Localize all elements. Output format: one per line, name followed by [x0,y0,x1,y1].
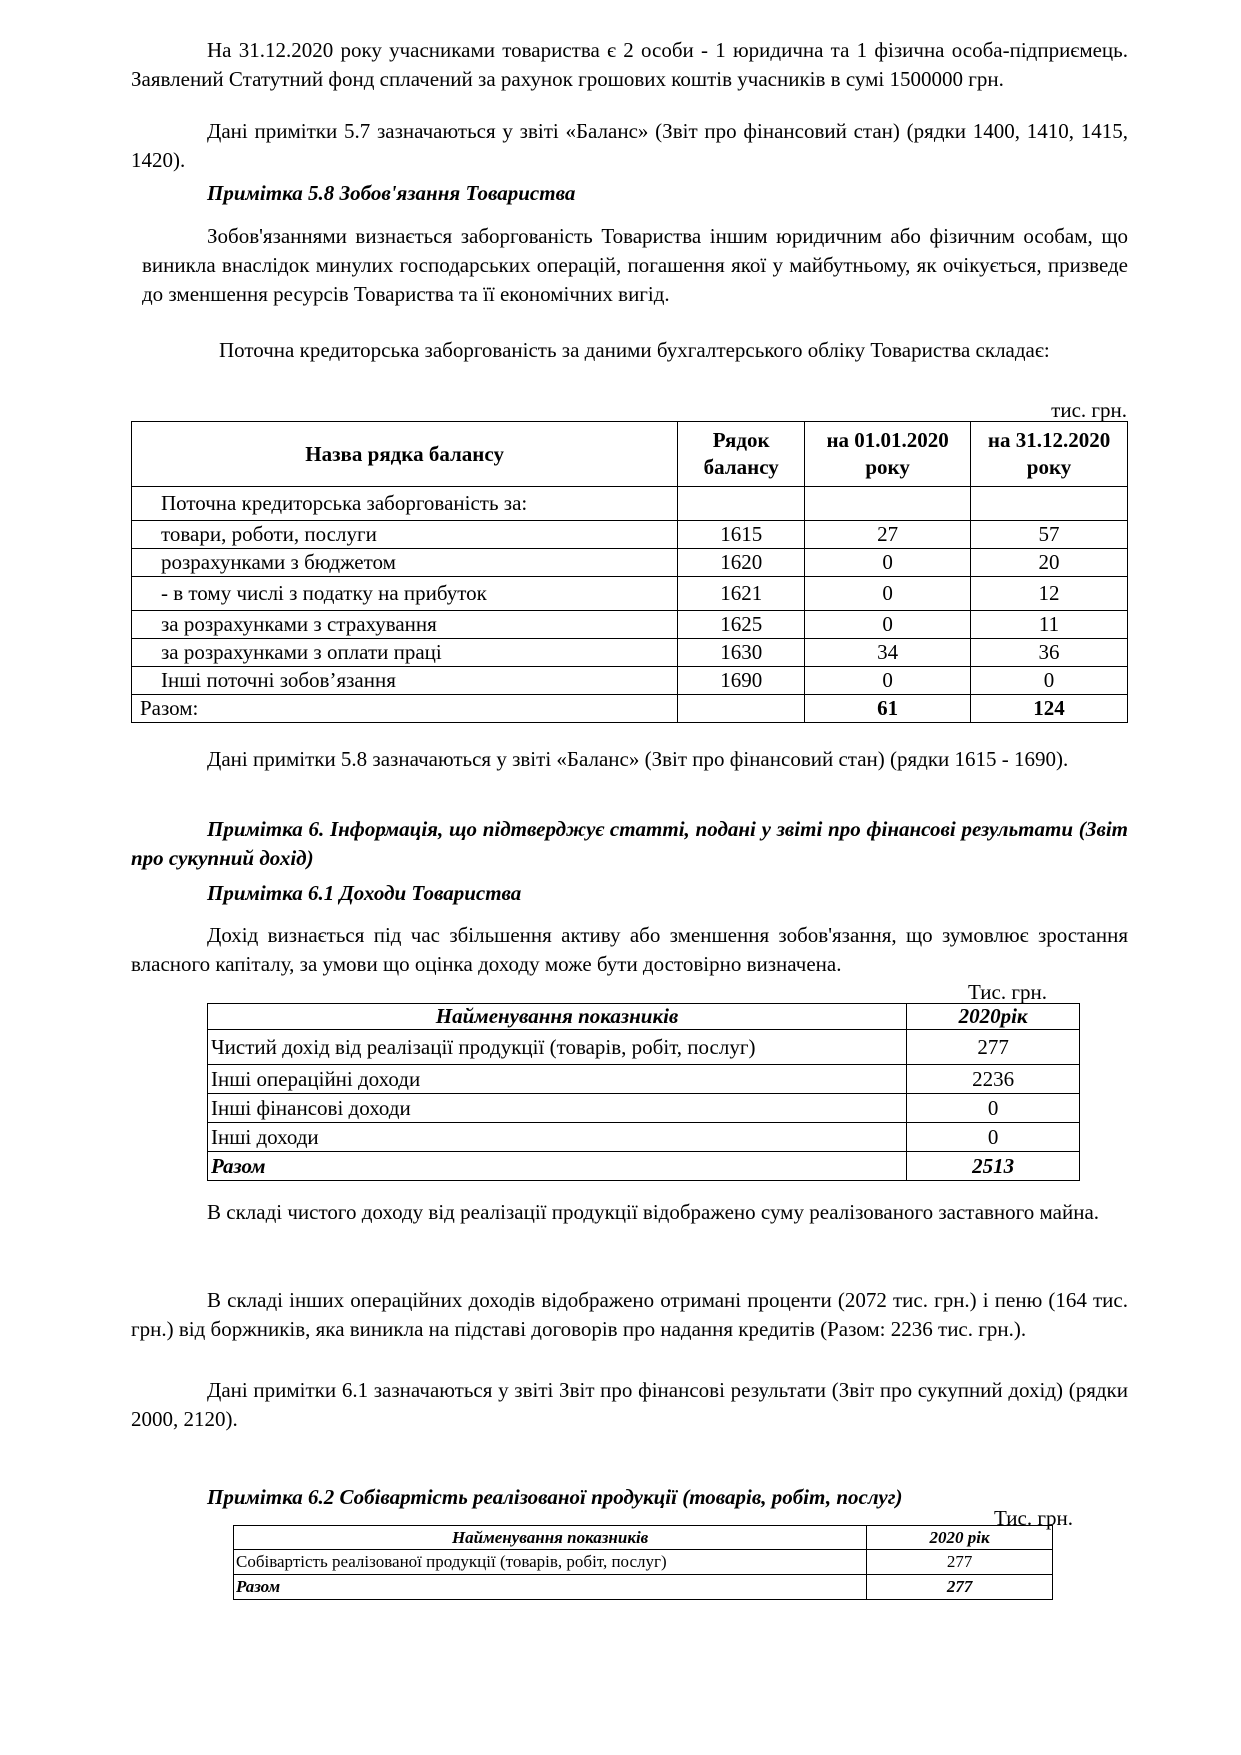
row-line: 1625 [678,611,805,639]
table-header-row [132,422,1128,487]
row-name: Інші операційні доходи [208,1065,907,1094]
income-table [207,1003,1080,1181]
col-header-indicator: Найменування показників [234,1526,867,1550]
row-end-value: 11 [971,611,1128,639]
table-row [132,549,1128,577]
heading-note-58: Примітка 5.8 Зобов'язання Товариства [207,181,576,205]
table-row [234,1550,1053,1575]
table-total-row [132,695,1128,723]
row-line: 1690 [678,667,805,695]
row-value: 277 [907,1030,1080,1065]
paragraph-note-57-reference: Дані примітки 5.7 зазначаються у звіті «Баланс» (Звіт про фінансовий стан) (рядки 1400, 1410, 1415, 1420). [131,119,1128,172]
paragraph-income-definition: Дохід визнається під час збільшення активу або зменшення зобов'язання, що зумовлює зростання власного капіталу, за умови що оцінка доходу може бути достовірно визначена. [131,923,1128,976]
col-header-line: Рядок балансу [678,422,805,487]
table-row [208,1030,1080,1065]
table-header-row [234,1526,1053,1550]
unit-label-table1: тис. грн. [1051,398,1127,422]
total-line [678,695,805,723]
table-row [132,667,1128,695]
row-line: 1615 [678,521,805,549]
row-name: Поточна кредиторська заборгованість за: [132,487,678,521]
row-name: товари, роботи, послуги [132,521,678,549]
row-name: Собівартість реалізованої продукції (товарів, робіт, послуг) [234,1550,867,1575]
paragraph-note-61-reference: Дані примітки 6.1 зазначаються у звіті Звіт про фінансові результати (Звіт про сукупний дохід) (рядки 2000, 2120). [131,1378,1128,1431]
total-value: 2513 [907,1152,1080,1181]
heading-note-62: Примітка 6.2 Собівартість реалізованої продукції (товарів, робіт, послуг) [207,1485,903,1509]
table-row [208,1123,1080,1152]
row-name: за розрахунками з оплати праці [132,639,678,667]
heading-note-6: Примітка 6. Інформація, що підтверджує статті, подані у звіті про фінансові результати (Звіт про сукупний дохід) [131,817,1128,870]
total-label: Разом [234,1575,867,1600]
unit-label-table2: Тис. грн. [968,980,1047,1004]
table-header-row [208,1004,1080,1030]
row-name: - в тому числі з податку на прибуток [132,577,678,611]
table-row [132,611,1128,639]
row-start-value: 0 [805,667,971,695]
paragraph-operating-income-note: В складі інших операційних доходів відображено отримані проценти (2072 тис. грн.) і пеню (164 тис. грн.) від боржників, яка виникла на підставі договорів про надання кредитів (Разом: 2236 тис. грн.). [131,1288,1128,1341]
row-name: Інші фінансові доходи [208,1094,907,1123]
row-value: 2236 [907,1065,1080,1094]
row-start-value: 0 [805,549,971,577]
row-end-value: 12 [971,577,1128,611]
row-start-value: 0 [805,577,971,611]
table-row [132,577,1128,611]
table-row [208,1065,1080,1094]
paragraph-net-income-note: В складі чистого доходу від реалізації продукції відображено суму реалізованого заставного майна. [207,1200,1100,1224]
row-line [678,487,805,521]
current-payables-table [131,421,1128,723]
paragraph-liabilities-definition: Зобов'язаннями визнається заборгованість Товариства іншим юридичним або фізичним особам, що виникла внаслідок минулих господарських операцій, погашення якої у майбутньому, як очікується, призведе до зменшення ресурсів Товариства та її економічних вигід. [142,224,1128,306]
row-end-value: 0 [971,667,1128,695]
row-start-value: 0 [805,611,971,639]
row-line: 1621 [678,577,805,611]
total-value: 277 [867,1575,1053,1600]
total-label: Разом: [132,695,678,723]
row-value: 277 [867,1550,1053,1575]
row-line: 1630 [678,639,805,667]
row-name: за розрахунками з страхування [132,611,678,639]
col-header-year: 2020 рік [867,1526,1053,1550]
total-end-value: 124 [971,695,1128,723]
row-name: Чистий дохід від реалізації продукції (товарів, робіт, послуг) [208,1030,907,1065]
table-total-row [208,1152,1080,1181]
unit-label-table3: Тис. грн. [994,1506,1073,1530]
table-total-row [234,1575,1053,1600]
row-start-value: 27 [805,521,971,549]
row-line: 1620 [678,549,805,577]
paragraph-current-payables: Поточна кредиторська заборгованість за даними бухгалтерського обліку Товариства складає: [219,338,1050,362]
row-start-value: 34 [805,639,971,667]
cost-of-sales-table [233,1525,1053,1600]
row-end-value: 57 [971,521,1128,549]
col-header-indicator: Найменування показників [208,1004,907,1030]
row-end-value: 36 [971,639,1128,667]
total-label: Разом [208,1152,907,1181]
table-row [208,1094,1080,1123]
row-name: Інші поточні зобов’язання [132,667,678,695]
row-value: 0 [907,1123,1080,1152]
table-row [132,487,1128,521]
col-header-end: на 31.12.2020 року [971,422,1128,487]
total-start-value: 61 [805,695,971,723]
col-header-name: Назва рядка балансу [132,422,678,487]
paragraph-participants: На 31.12.2020 року учасниками товариства є 2 особи - 1 юридична та 1 фізична особа-підприємець. Заявлений Статутний фонд сплачений за рахунок грошових коштів учасників в сумі 1500000 грн. [131,38,1128,91]
col-header-start: на 01.01.2020 року [805,422,971,487]
heading-note-61: Примітка 6.1 Доходи Товариства [207,881,522,905]
paragraph-note-58-reference: Дані примітки 5.8 зазначаються у звіті «Баланс» (Звіт про фінансовий стан) (рядки 1615 - 1690). [207,747,1069,771]
row-name: Інші доходи [208,1123,907,1152]
table-row [132,639,1128,667]
row-value: 0 [907,1094,1080,1123]
row-end-value [971,487,1128,521]
row-name: розрахунками з бюджетом [132,549,678,577]
col-header-year: 2020рік [907,1004,1080,1030]
row-end-value: 20 [971,549,1128,577]
row-start-value [805,487,971,521]
table-row [132,521,1128,549]
